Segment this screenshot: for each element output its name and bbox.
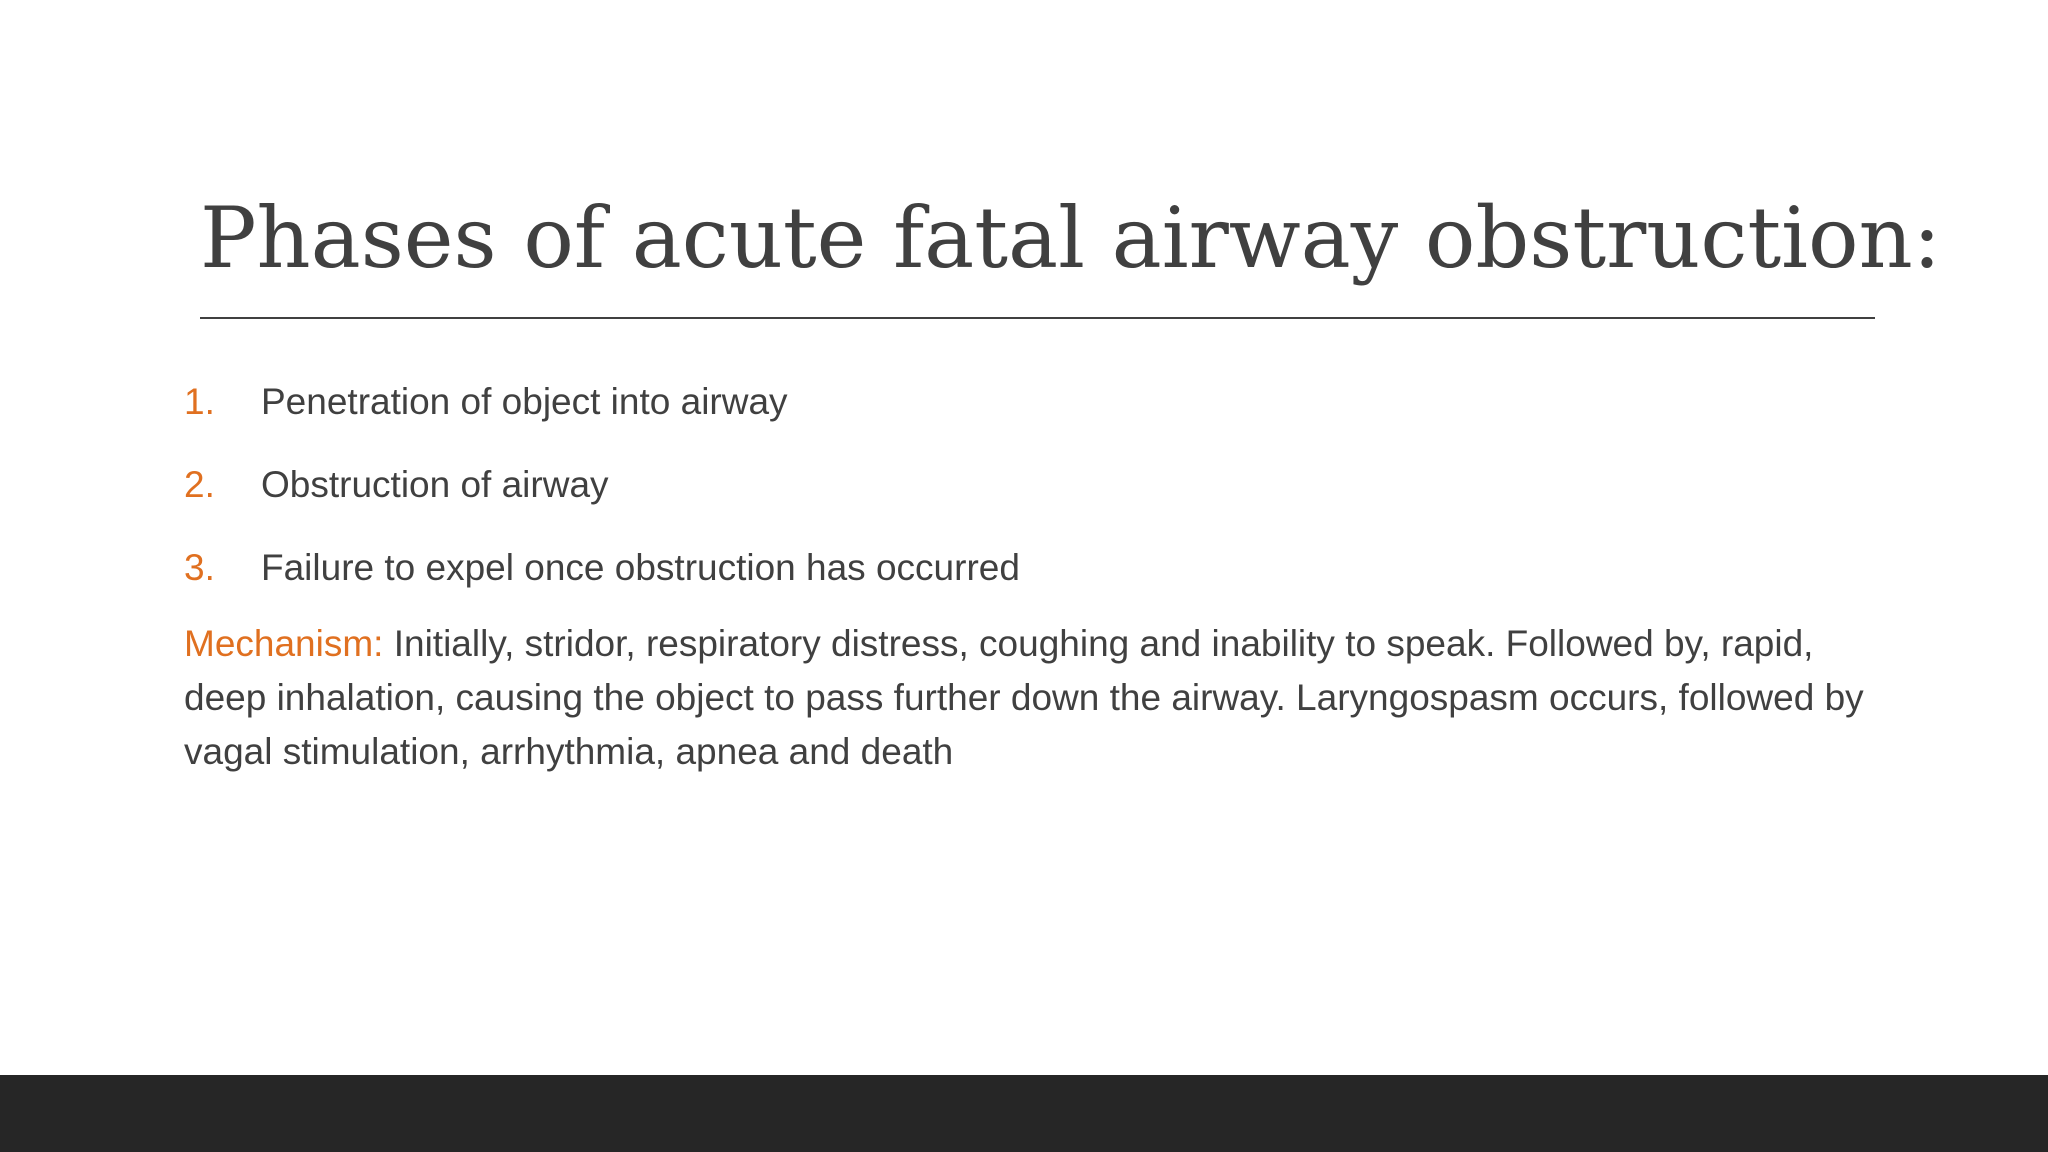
phase-text: Failure to expel once obstruction has occurred [261, 546, 1020, 588]
phase-item-2 [184, 443, 1884, 526]
phase-number: 1. [184, 380, 215, 422]
phase-number: 3. [184, 546, 215, 588]
slide-title: Phases of acute fatal airway obstruction: [200, 189, 1941, 287]
phase-item-1 [184, 360, 1884, 443]
phase-text: Penetration of object into airway [261, 380, 788, 422]
footer-bar [0, 1075, 2048, 1152]
phase-text: Obstruction of airway [261, 463, 609, 505]
phase-item-3 [184, 526, 1884, 609]
phase-list [184, 360, 1884, 609]
mechanism-label: Mechanism: [184, 623, 384, 664]
phase-number: 2. [184, 463, 215, 505]
mechanism-text: Initially, stridor, respiratory distress, coughing and inability to speak. Followed by, rapid, deep inhalation, causing the object to pass further down the airway. Laryngospasm occurs, followed by vagal stimulation, arrhythmia, apnea and death [184, 623, 1864, 772]
mechanism-paragraph [184, 617, 1864, 779]
title-divider [200, 317, 1875, 319]
